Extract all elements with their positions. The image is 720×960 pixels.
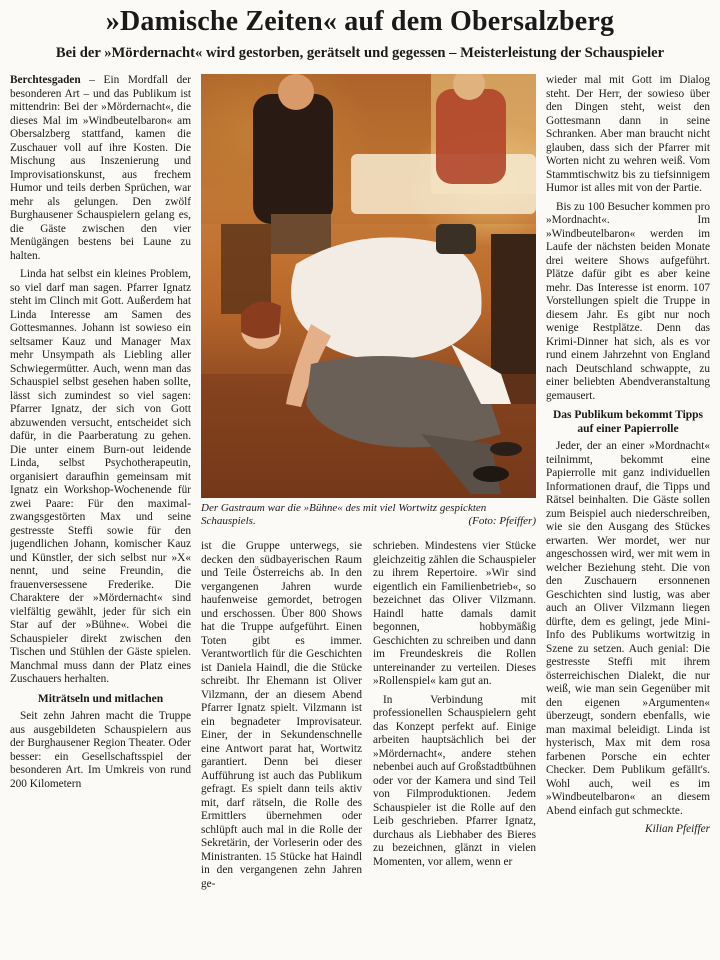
col2-paragraph-1: ist die Gruppe unterwegs, sie decken den südbayerischen Raum und Teile Österreichs ab. In den vergangenen Jahren wurde haufenweise gemordet, betrogen und erschossen. Über 800 Shows hat die Truppe aufgeführt. Einen Toten gibt es immer. Verantwortlich für die Geschichten ist Daniela Haindl, die die Stücke schreibt. Ihr Ehemann ist Oliver Vilzmann, der an diesem Abend Pfarrer Ignatz spielt. Vilzmann ist ein begnadeter Improvisateur. Einer, der in Sekundenschnelle eine Antwort parat hat, Wortwitz garantiert. Denn bei dieser Aufführung ist auch das Publikum gefragt. Es spielt dann teils aktiv mit, darf rätseln, die Rolle des Ermittlers übernehmen oder schlüpft auch mal in die Rolle der Sekretärin, der Vorleserin oder des Ministranten. 15 Stücke hat Haindl in den vergangenen zehn Jahren ge- bbox=[201, 540, 362, 890]
subheadline: Bei der »Mördernacht« wird gestorben, gerätselt und gegessen – Meisterleistung der Schauspieler bbox=[55, 45, 665, 61]
col1-paragraph-2: Linda hat selbst ein kleines Problem, so viel darf man sagen. Pfarrer Ignatz steht im Clinch mit Gott. Außerdem hat Linda Interesse am Samen des Gottesmannes. Johann ist sowieso ein seltsamer Kauz und Manager Max mehr Unsympath als Liebling aller Schwiegermütter. Auch, wenn man das Schauspiel selbst gesehen haben sollte, lässt sich zumindest so viel sagen: Pfarrer Ignatz, der sich von Gott abzuwenden versucht, entscheidet sich dafür, in die Paarberatung zu gehen. Die unter einem Burn-out leidende Linda, selbst Psychotherapeutin, organisiert daraufhin gemeinsam mit Ignatz ein Workshop-Wochenende für zwei Paare: Für den maximal-zwangsgestörten Max und seine gestresste Steffi sowie für den jugendlichen Johann, komischer Kauz und Künstler, der sich selbst nur »X« nennt, und seine Freundin, die frauenversessene Frederike. Die Charaktere der »Mördernacht« sind vielfältig gewählt, jeder für sich ein Star auf der »Bühne«. Wobei die Schauspieler direkt zwischen den Tischen und Stühlen der Gäste spielen. Manchmal muss dann der Platz eines Zuschauers herhalten. bbox=[10, 268, 191, 685]
author-byline: Kilian Pfeiffer bbox=[645, 823, 710, 835]
photo-scene bbox=[201, 74, 536, 498]
col4-paragraph-2: Bis zu 100 Besucher kommen pro »Mordnacht«. Im »Windbeutelbaron« werden im Laufe der nächsten beiden Monate drei weitere Shows aufgeführt. Plätze dafür gibt es aber keine mehr. Das Interesse ist enorm. 107 Vorstellungen spielt die Truppe in diesem Jahr. Es gibt nur noch wenige Restplätze. Denn das Krimi-Dinner hat sich, als es vor rund einem Jahrzehnt von England nach Deutschland schwappte, zu einer beliebten Abendveranstaltung gemausert. bbox=[546, 200, 710, 402]
col1-paragraph-1 bbox=[10, 74, 191, 263]
photo-credit: (Foto: Pfeiffer) bbox=[468, 515, 536, 527]
column-2 bbox=[201, 540, 362, 952]
headline: »Damische Zeiten« auf dem Obersalzberg bbox=[105, 6, 615, 37]
caption-text: Der Gastraum war die »Bühne« des mit viel Wortwitz gespickten Schauspiels. bbox=[201, 502, 487, 527]
column-4 bbox=[546, 74, 710, 950]
column-3 bbox=[373, 540, 536, 952]
col4-section-heading: Das Publikum bekommt Tipps auf einer Papierrolle bbox=[552, 409, 704, 435]
col3-paragraph-2: In Verbindung mit professionellen Schauspielern geht das Konzept perfekt auf. Einige arbeiten hauptsächlich bei der »Mördernacht«, andere stehen nebenbei auch auf Großstadtbühnen oder vor der Kamera und sind Teil von Filmproduktionen. Jedem Schauspieler ist die Rolle auf den Leib geschrieben. Pfarrer Ignatz, durchaus als Liebhaber des Bieres zu bezeichnen, glänzt in vielen Momenten, vor allem, wenn er bbox=[373, 693, 536, 868]
column-1 bbox=[10, 74, 191, 950]
col1-paragraph-3: Seit zehn Jahren macht die Truppe aus ausgebildeten Schauspielern aus der Burghausener Region Theater. Oder besser: ein Gesellschaftsspiel der besonderen Art. Im Umkreis von rund 200 Kilometern bbox=[10, 710, 191, 790]
col4-paragraph-1: wieder mal mit Gott im Dialog steht. Der Herr, der sowieso über den Dingen steht, weist den Gottesmann dann in seine Schranken. Aber man braucht nicht glauben, dass sich der Pfarrer mit Worten nicht zu wehren weiß. Vom Stammtischwitz bis zu tiefsinnigem Humor ist alles mit von der Partie. bbox=[546, 74, 710, 194]
photo-caption bbox=[201, 502, 536, 528]
col1-paragraph-1-text: – Ein Mordfall der besonderen Art – und das Publikum ist mittendrin: Bei der »Mördernacht«, die dieses Mal im »Windbeutelbaron« am Obersalzberg stattfand, kamen die Zuschauer voll auf ihre Kosten. Die Mischung aus Inszenierung und Improvisationskunst, aus frechem Humor und teils derben Sprüchen, war mehr als gelungen. Den zwölf Burghausener Schauspielern gelang es, die Gäste zwischen den vier Menügängen bestens bei Laune zu halten. bbox=[10, 74, 191, 262]
dateline: Berchtesgaden bbox=[10, 74, 81, 86]
article-photo bbox=[201, 74, 536, 498]
col3-paragraph-1: schrieben. Mindestens vier Stücke gleichzeitig zählen die Schauspieler zu ihrem Repertoire. »Wir sind eigentlich ein Familienbetrieb«, so bezeichnet das Oliver Vilzmann. Haindl hatte damals damit begonnen, hobbymäßig Geschichten zu schreiben und dann im Freundeskreis die Rollen untereinander zu verteilen. Dieses »Rollenspiel« kam gut an. bbox=[373, 540, 536, 687]
col4-paragraph-3: Jeder, der an einer »Mordnacht« teilnimmt, bekommt eine Papierrolle mit ganz individuellen Informationen drauf, die Tipps und Rätsel beinhalten. Die Gäste sollen zum Beispiel auch niederschreiben, wie sie den Ausgang des Stückes erwarten. Wer mordet, wer nur angeschossen wird, wer mit wem in welcher Beziehung steht. Die von den Zuschauern ersonnenen Geschichten sind lustig, was aber auch an Oliver Vilzmann liegen dürfte, dem es gelingt, jede Mini-Info des Publikums wortwitzig in Szene zu setzen. Auch genial: Die gestresste Steffi mit ihrem österreichischen Dialekt, die nur weiß, wie man sein Gegenüber mit den eigenen »Argumenten« überzeugt, sondern ebenfalls, wie man maximal beleidigt. Linda ist hysterisch, Max mit dem rosa farbenen Porsche ein echter Checker. Dem Publikum gefällt's. Wohl auch, weil es im »Windbeutelbaron« an diesem Abend einfach gut schmeckte. bbox=[546, 440, 710, 817]
col1-section-heading: Miträtseln und mitlachen bbox=[37, 692, 164, 705]
